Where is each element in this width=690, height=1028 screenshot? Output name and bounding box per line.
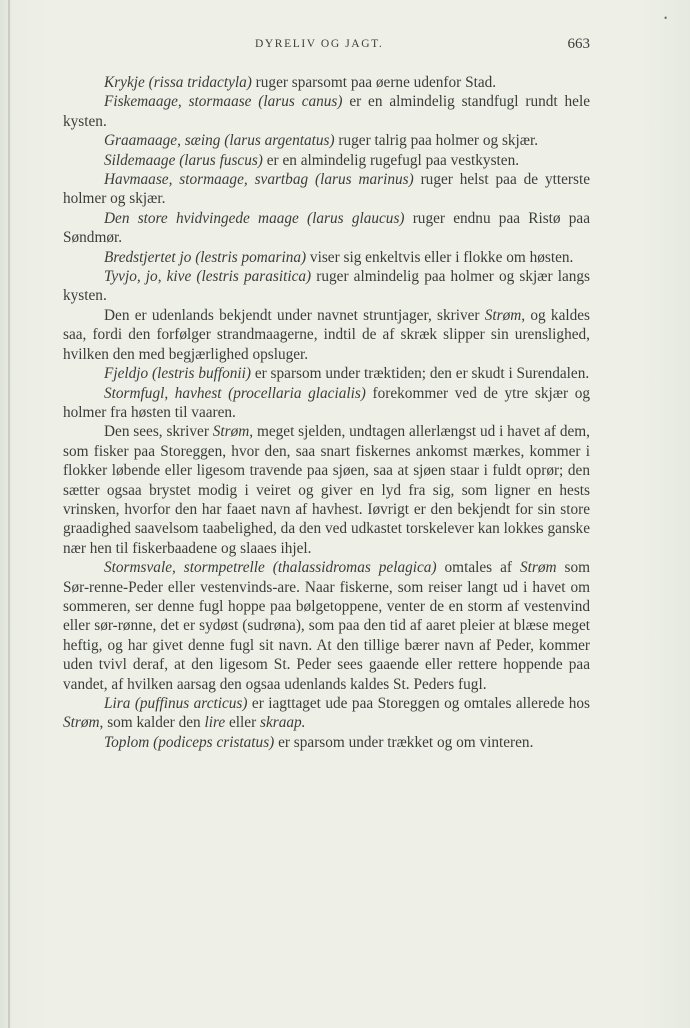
paragraph bbox=[63, 733, 590, 752]
italic-text-run: Krykje (rissa tridactyla) bbox=[104, 74, 252, 91]
text-run: er iagttaget ude paa Storeggen og omtales allerede hos bbox=[247, 695, 590, 712]
text-run: og kaldes saa, fordi den forfølger strandmaagerne, indtil de af skræk slipper sin urenslighed, hvilken den med begjærlighed opsluger. bbox=[63, 306, 590, 363]
text-run: ruger talrig paa holmer og skjær. bbox=[334, 132, 539, 150]
italic-text-run: Bredstjertet jo (lestris pomarina) bbox=[104, 248, 307, 266]
italic-text-run: Fjeldjo (lestris buffonii) bbox=[104, 365, 252, 383]
italic-text-run: Toplom (podiceps cristatus) bbox=[104, 733, 275, 751]
text-run: eller bbox=[225, 714, 260, 732]
italic-text-run: Graamaage, sæing (larus argentatus) bbox=[104, 132, 335, 150]
paragraph bbox=[63, 384, 590, 423]
paragraph bbox=[63, 248, 590, 267]
italic-text-run: Strøm, bbox=[63, 714, 104, 732]
text-run: som kalder den bbox=[103, 714, 205, 732]
text-run: ruger almindelig paa holmer og skjær langs kysten. bbox=[63, 268, 590, 305]
text-run: meget sjelden, undtagen allerlængst ud i havet af dem, som fisker paa Storeggen, hvor den, saa snart fiskernes ankomst mærkes, kommer i flokker løbende eller ligesom travende paa sjøen, saa at sjøen staar i fuldt oprør; den sætter ogsaa brystet modig i veiret og giver en lyd fra sig, som ligner en hests vrinsken, hvorfor den har faaet navn af havhest. Iøvrigt er den bekjendt for sin store graadighed saavelsom taabelighed, da den ved udkastet torskelever kan lokkes ganske nær hen til fiskerbaadene og slaaes ihjel. bbox=[63, 423, 590, 557]
text-run: viser sig enkeltvis eller i flokke om høsten. bbox=[306, 248, 574, 266]
italic-text-run: Stormsvale, stormpetrelle (thalassidromas pelagica) bbox=[104, 559, 437, 577]
text-run: forekommer ved de ytre skjær og holmer fra høsten til vaaren. bbox=[63, 384, 590, 421]
text-run: Den er udenlands bekjendt under navnet struntjager, skriver bbox=[104, 306, 485, 324]
paragraph bbox=[63, 267, 590, 306]
italic-text-run: lire bbox=[204, 714, 226, 732]
corner-mark-icon: • bbox=[663, 14, 668, 23]
italic-text-run: Den store hvidvingede maage (larus glaucus) bbox=[104, 209, 405, 227]
paragraph bbox=[63, 131, 590, 150]
page-header bbox=[0, 36, 690, 56]
page-gutter bbox=[8, 0, 10, 1028]
paragraph bbox=[63, 209, 590, 248]
text-run: ruger helst paa de ytterste holmer og skjær. bbox=[63, 171, 590, 208]
paragraph bbox=[63, 558, 590, 694]
paragraph bbox=[63, 694, 590, 733]
text-run: er en almindelig standfugl rundt hele kysten. bbox=[63, 93, 590, 130]
paragraph bbox=[63, 170, 590, 209]
paragraph bbox=[63, 73, 590, 92]
italic-text-run: Lira (puffinus arcticus) bbox=[104, 695, 248, 712]
text-run: er sparsom under trækket og om vinteren. bbox=[274, 733, 534, 751]
text-run: er sparsom under træktiden; den er skudt i Surendalen. bbox=[251, 365, 590, 383]
italic-text-run: Tyvjo, jo, kive (lestris parasitica) bbox=[104, 268, 312, 286]
text-run: ruger endnu paa Ristø paa Søndmør. bbox=[63, 209, 590, 247]
italic-text-run: Sildemaage (larus fuscus) bbox=[104, 151, 263, 169]
body-text bbox=[63, 73, 590, 752]
italic-text-run: Havmaase, stormaage, svartbag (larus marinus) bbox=[104, 171, 414, 189]
text-run: ruger sparsomt paa øerne udenfor Stad. bbox=[251, 74, 497, 91]
paragraph bbox=[63, 92, 590, 131]
italic-text-run: skraap. bbox=[260, 714, 306, 732]
italic-text-run: Fiskemaage, stormaase (larus canus) bbox=[104, 93, 343, 111]
running-head: DYRELIV OG JAGT. bbox=[255, 38, 384, 50]
text-run: omtales af bbox=[436, 559, 520, 577]
italic-text-run: Stormfugl, havhest (procellaria glacialis) bbox=[104, 384, 366, 402]
paragraph bbox=[63, 306, 590, 364]
paragraph bbox=[63, 422, 590, 558]
text-run: er en almindelig rugefugl paa vestkysten. bbox=[262, 151, 520, 169]
page-number: 663 bbox=[567, 36, 590, 52]
italic-text-run: Strøm, bbox=[212, 423, 254, 441]
italic-text-run: Strøm, bbox=[484, 306, 526, 324]
paragraph bbox=[63, 151, 590, 170]
paragraph bbox=[63, 364, 590, 383]
italic-text-run: Strøm bbox=[519, 559, 557, 577]
text-run: Den sees, skriver bbox=[104, 423, 213, 441]
text-run: som Sør-renne-Peder eller vestenvinds-are. Naar fiskerne, som reiser langt ud i havet om sommeren, ser denne fugl hoppe paa bølgetoppene, venter de en storm af vestenvind eller sør-rønne, det er sydøst (sudrøna), som paa den tid af aaret pleier at blæse meget heftig, og har givet denne fugl sit navn. At den tillige bærer navn af Peder, kommer uden tvivl deraf, at den ligesom St. Peder sees gaaende eller rettere hoppende paa vandet, af hvilken aarsag den ogsaa udenlands kaldes St. Peders fugl. bbox=[63, 559, 590, 693]
